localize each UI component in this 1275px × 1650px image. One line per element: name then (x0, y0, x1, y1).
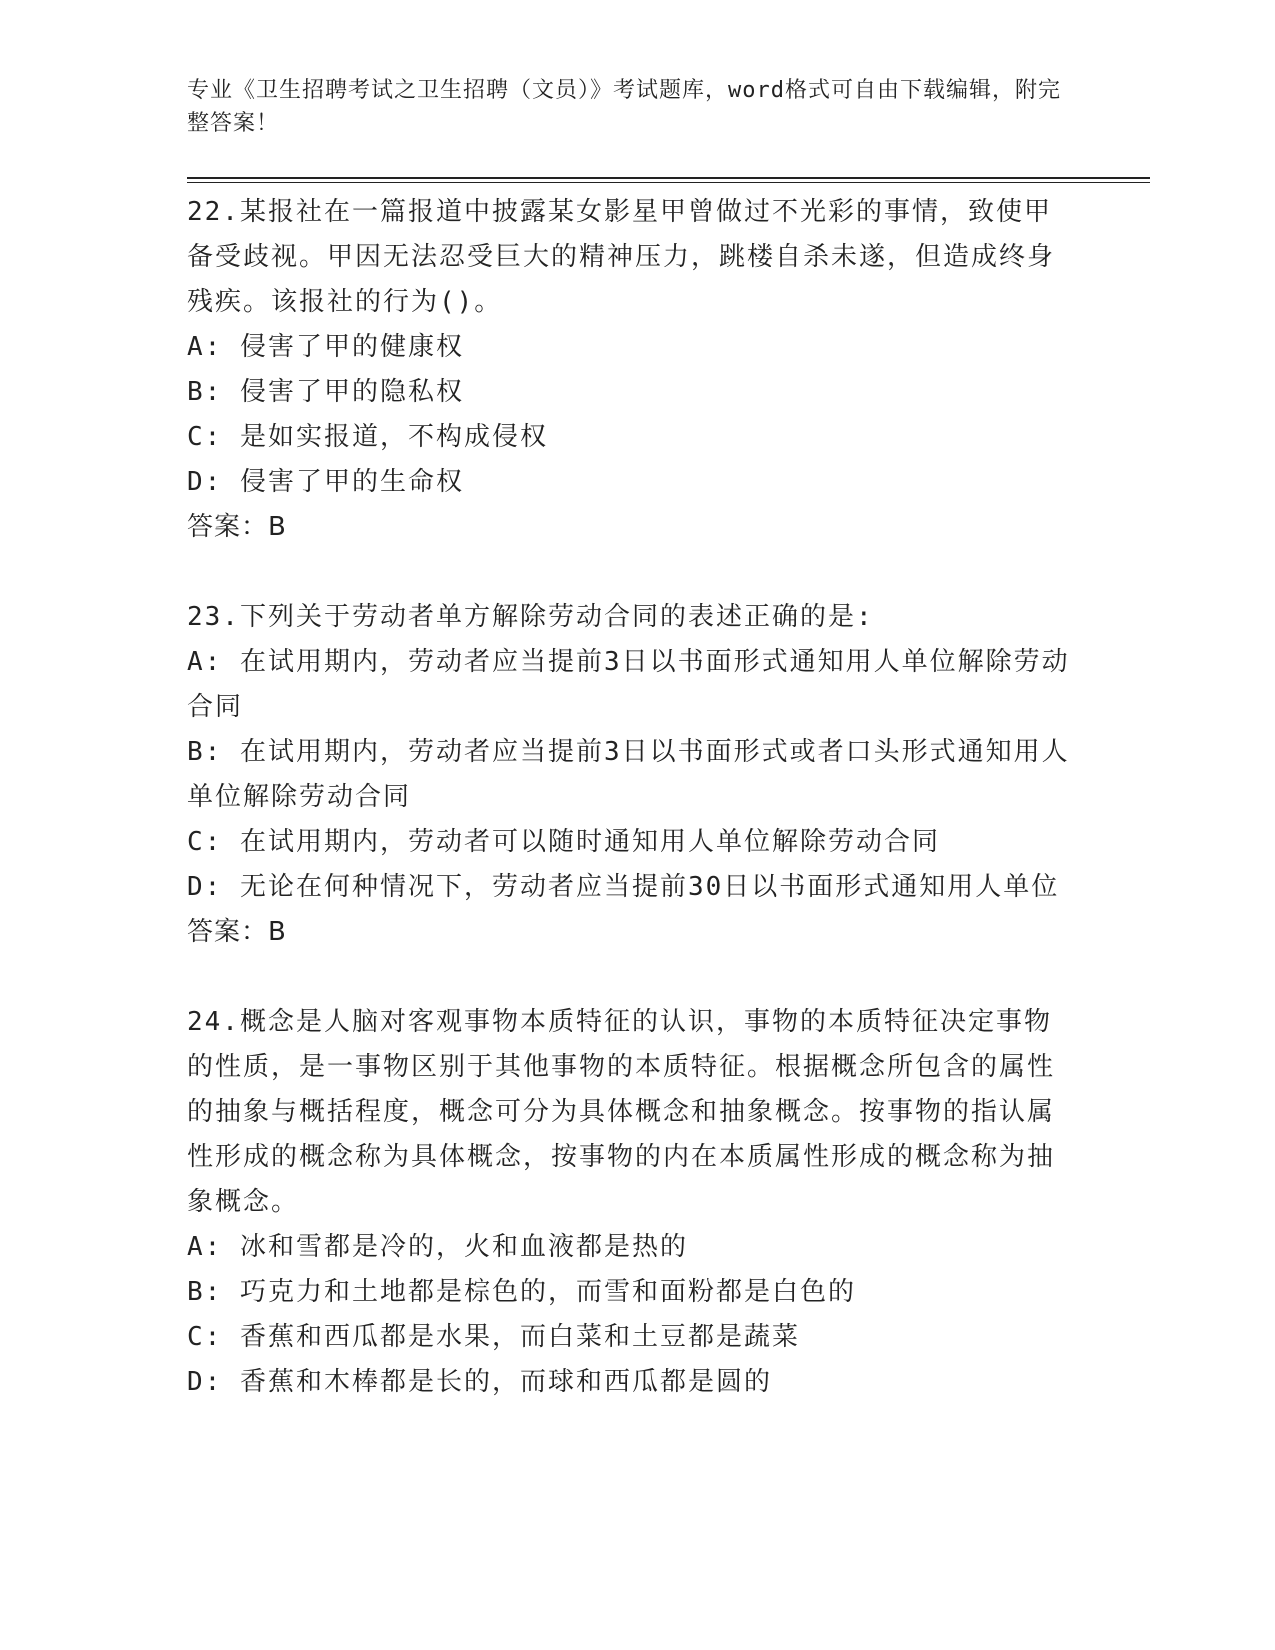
page-header: 专业《卫生招聘考试之卫生招聘（文员）》考试题库，word格式可自由下载编辑，附完整答案！ (187, 78, 1061, 136)
option-d: D: 香蕉和木棒都是长的，而球和西瓜都是圆的 (187, 1367, 772, 1397)
header-divider-thick (187, 177, 1150, 179)
option-d: D: 无论在何种情况下，劳动者应当提前30日以书面形式通知用人单位 (187, 872, 1060, 902)
option-a: A: 在试用期内，劳动者应当提前3日以书面形式通知用人单位解除劳动合同 (187, 647, 1070, 722)
question-stem: 22.某报社在一篇报道中披露某女影星甲曾做过不光彩的事情，致使甲备受歧视。甲因无法忍受巨大的精神压力，跳楼自杀未遂，但造成终身残疾。该报社的行为()。 (187, 197, 1056, 317)
option-a: A: 冰和雪都是冷的，火和血液都是热的 (187, 1232, 688, 1262)
option-c: C: 是如实报道，不构成侵权 (187, 422, 548, 452)
answer-label: 答案：B (187, 512, 287, 542)
option-d: D: 侵害了甲的生命权 (187, 467, 464, 497)
question-stem: 24.概念是人脑对客观事物本质特征的认识，事物的本质特征决定事物的性质，是一事物区别于其他事物的本质特征。根据概念所包含的属性的抽象与概括程度，概念可分为具体概念和抽象概念。按事物的指认属性形成的概念称为具体概念，按事物的内在本质属性形成的概念称为抽象概念。 (187, 1007, 1056, 1217)
question-22 (187, 190, 1077, 550)
option-b: B: 侵害了甲的隐私权 (187, 377, 464, 407)
option-b: B: 巧克力和土地都是棕色的，而雪和面粉都是白色的 (187, 1277, 856, 1307)
option-b: B: 在试用期内，劳动者应当提前3日以书面形式或者口头形式通知用人单位解除劳动合同 (187, 737, 1070, 812)
header-divider-thin (187, 182, 1150, 183)
option-a: A: 侵害了甲的健康权 (187, 332, 464, 362)
option-c: C: 香蕉和西瓜都是水果，而白菜和土豆都是蔬菜 (187, 1322, 800, 1352)
question-23 (187, 595, 1077, 955)
question-24 (187, 1000, 1077, 1405)
question-stem: 23.下列关于劳动者单方解除劳动合同的表述正确的是: (187, 602, 874, 632)
answer-label: 答案：B (187, 917, 287, 947)
option-c: C: 在试用期内，劳动者可以随时通知用人单位解除劳动合同 (187, 827, 940, 857)
question-list (187, 190, 1077, 1450)
